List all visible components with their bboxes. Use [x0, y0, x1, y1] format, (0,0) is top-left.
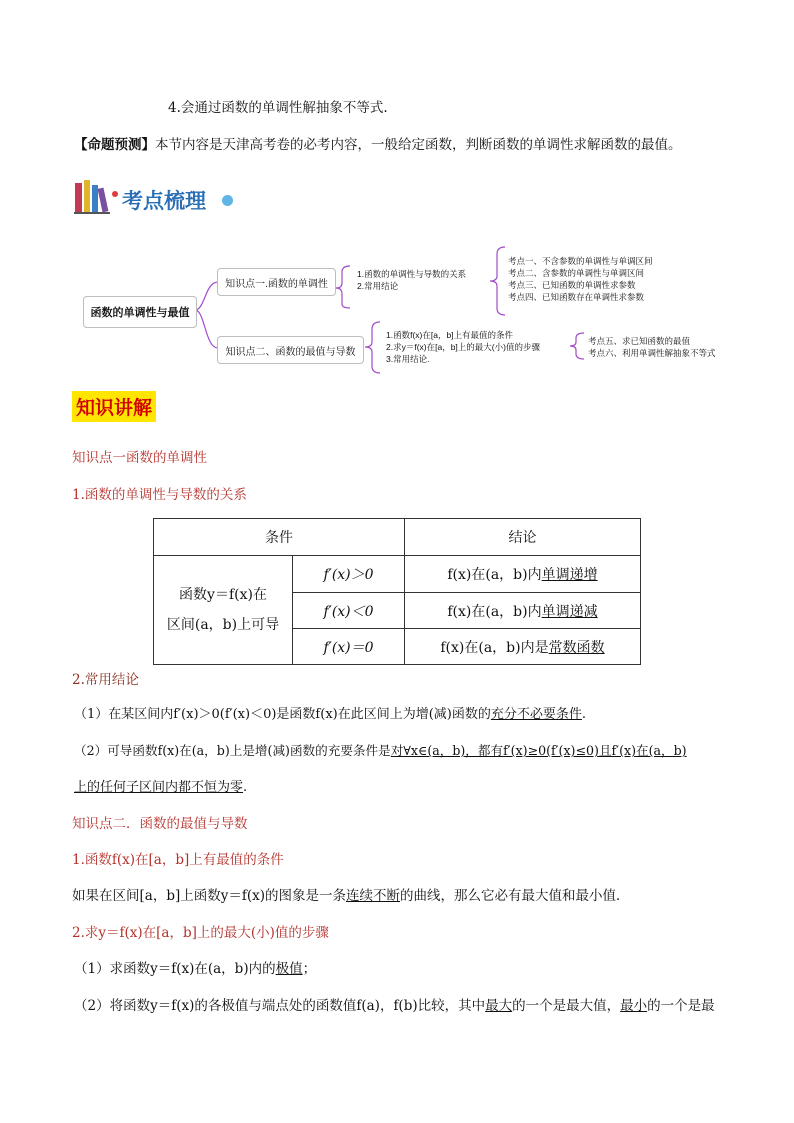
- table-row-1-condition: f′(x)＞0: [293, 556, 405, 593]
- table-row-2-condition: f′(x)＜0: [293, 593, 405, 629]
- table-header-conclusion: 结论: [405, 519, 641, 556]
- step-2-text: （2）将函数y＝f(x)的各极值与端点处的函数值f(a)，f(b)比较，其中: [74, 998, 486, 1014]
- step-2-key-1: 最大: [485, 998, 513, 1014]
- conclusion-2-end: .: [243, 780, 248, 795]
- conclusion-1-end: .: [581, 707, 587, 722]
- table-row-3-condition: f′(x)＝0: [293, 629, 405, 665]
- branch1-item-1: 1.函数的单调性与导数的关系: [357, 269, 467, 279]
- conclusion-2: [74, 740, 687, 759]
- step-1-text: （1）求函数y＝f(x)在(a，b)内的: [74, 961, 276, 977]
- step-1: [74, 957, 316, 977]
- prediction-text: 本节内容是天津高考卷的必考内容，一般给定函数，判断函数的单调性求解函数的最值。: [155, 137, 682, 153]
- branch2-item-3: 3.常用结论.: [386, 354, 430, 364]
- branch2-item-1: 1.函数f(x)在[a，b]上有最值的条件: [386, 330, 514, 340]
- prediction-label: 【命题预测】: [74, 137, 155, 153]
- table-row-3-conclusion: [405, 629, 641, 665]
- mindmap-branch-1: 知识点一.函数的单调性: [217, 268, 336, 296]
- branch1-point-3: 考点三、已知函数的单调性求参数: [508, 280, 636, 290]
- table-left-line-1: 函数y＝f(x)在: [179, 587, 267, 603]
- table-row-3-key: 常数函数: [548, 639, 605, 656]
- knowledge-badge: 知识讲解: [72, 391, 156, 422]
- kp2-sub1: 1.函数f(x)在[a，b]上有最值的条件: [72, 852, 284, 868]
- mindmap-root: 函数的单调性与最值: [83, 296, 197, 328]
- table-left-cell: [154, 556, 293, 665]
- kp2-sub2: 2.求y＝f(x)在[a，b]上的最大(小)值的步骤: [72, 925, 329, 941]
- table-row-1-conclusion: [405, 556, 641, 593]
- kp1-sub1: 1.函数的单调性与导数的关系: [72, 487, 247, 503]
- kp2-text-1-key: 连续不断: [346, 888, 400, 904]
- kp2-text-1-b: 的曲线，那么它必有最大值和最小值．: [400, 888, 630, 904]
- branch2-item-2: 2.求y＝f(x)在[a，b]上的最大(小)值的步骤: [386, 342, 540, 352]
- kp2-title: 知识点二．函数的最值与导数: [72, 816, 248, 832]
- kp2-text-1-a: 如果在区间[a，b]上函数y＝f(x)的图象是一条: [72, 888, 346, 904]
- conclusion-1: [74, 703, 586, 722]
- step-2-key-2: 最小: [620, 998, 648, 1014]
- conclusion-2-line2: 上的任何子区间内都不恒为零: [74, 780, 244, 795]
- table-row-3-pre: f(x)在(a，b)内是: [440, 639, 549, 656]
- branch1-point-2: 考点二、含参数的单调性与单调区间: [508, 268, 645, 278]
- table-row-2-pre: f(x)在(a，b)内: [447, 603, 542, 620]
- branch2-point-2: 考点六、利用单调性解抽象不等式: [588, 348, 716, 358]
- step-2: [74, 994, 715, 1014]
- kp2-text-1: [72, 884, 630, 904]
- derivative-condition-table: [153, 518, 641, 665]
- intro-line: 4.会通过函数的单调性解抽象不等式.: [168, 100, 388, 116]
- table-left-line-2: 区间(a，b)上可导: [166, 617, 280, 633]
- conclusion-2-cont: [74, 776, 247, 795]
- table-row-2-conclusion: [405, 593, 641, 629]
- step-1-end: ；: [302, 961, 317, 977]
- section-heading-text: 考点梳理: [122, 189, 206, 213]
- conclusion-1-key: 充分不必要条件: [490, 707, 582, 722]
- conclusion-1-text: （1）在某区间内f′(x)＞0(f′(x)＜0)是函数f(x)在此区间上为增(减)函数的: [74, 707, 491, 722]
- branch1-point-1: 考点一、不含参数的单调性与单调区间: [508, 256, 653, 266]
- step-1-key: 极值: [275, 961, 303, 977]
- kp1-title: 知识点一函数的单调性: [72, 450, 207, 466]
- branch1-item-2: 2.常用结论: [357, 281, 399, 291]
- conclusion-2-key: 对∀x∈(a，b)，都有f′(x)≥0(f′(x)≤0)且f′(x)在(a，b): [390, 743, 687, 758]
- table-header-condition: 条件: [154, 519, 405, 556]
- step-2-mid: 的一个是最大值，: [512, 998, 621, 1014]
- kp1-sub2: 2.常用结论: [72, 672, 139, 688]
- conclusion-2-text: （2）可导函数f(x)在(a，b)上是增(减)函数的充要条件是: [74, 743, 391, 758]
- mindmap-branch-2: 知识点二、函数的最值与导数: [217, 336, 364, 364]
- branch1-point-4: 考点四、已知函数存在单调性求参数: [508, 292, 645, 302]
- table-row-2-key: 单调递减: [541, 603, 598, 620]
- table-row-1-pre: f(x)在(a，b)内: [447, 567, 542, 583]
- branch2-point-1: 考点五、求已知函数的最值: [588, 336, 691, 346]
- table-row-1-key: 单调递增: [541, 567, 598, 583]
- step-2-end: 的一个是最: [647, 998, 715, 1014]
